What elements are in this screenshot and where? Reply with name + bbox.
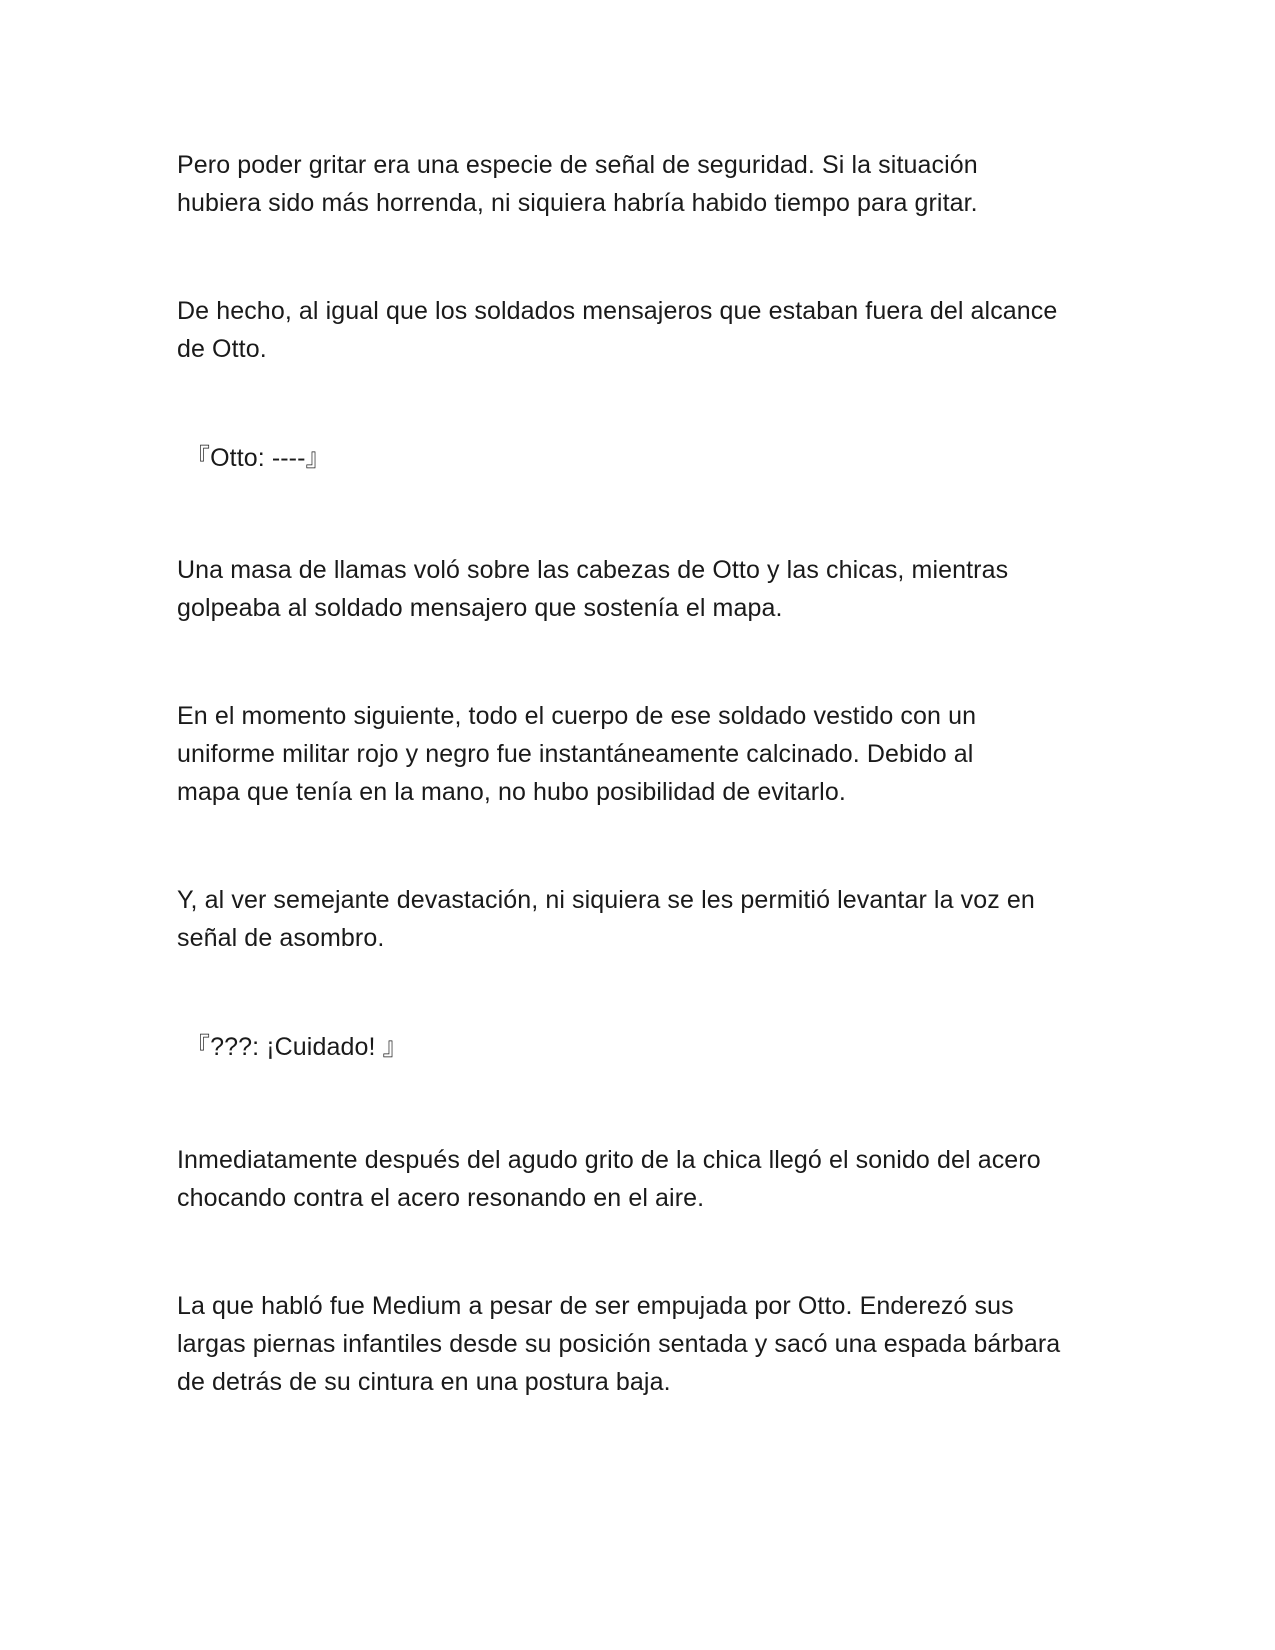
paragraph-line: largas piernas infantiles desde su posición sentada y sacó una espada bárbara <box>177 1330 1061 1358</box>
dialogue-line: 『Otto: ----』 <box>185 444 331 472</box>
paragraph-line: hubiera sido más horrenda, ni siquiera habría habido tiempo para gritar. <box>177 189 978 217</box>
paragraph-4 <box>177 551 1117 627</box>
paragraph-line: Una masa de llamas voló sobre las cabezas de Otto y las chicas, mientras <box>177 556 1009 584</box>
paragraph-line: de Otto. <box>177 335 267 363</box>
dialogue-unknown <box>185 1028 1125 1066</box>
paragraph-9 <box>177 1287 1117 1401</box>
paragraph-1 <box>177 146 1117 222</box>
paragraph-line: golpeaba al soldado mensajero que sostenía el mapa. <box>177 594 783 622</box>
paragraph-line: En el momento siguiente, todo el cuerpo de ese soldado vestido con un <box>177 702 977 730</box>
paragraph-line: de detrás de su cintura en una postura baja. <box>177 1368 671 1396</box>
paragraph-line: señal de asombro. <box>177 924 385 952</box>
paragraph-line: chocando contra el acero resonando en el aire. <box>177 1184 705 1212</box>
paragraph-line: Pero poder gritar era una especie de señal de seguridad. Si la situación <box>177 151 978 179</box>
paragraph-line: De hecho, al igual que los soldados mensajeros que estaban fuera del alcance <box>177 297 1058 325</box>
paragraph-line: La que habló fue Medium a pesar de ser empujada por Otto. Enderezó sus <box>177 1292 1014 1320</box>
paragraph-8 <box>177 1141 1117 1217</box>
paragraph-line: uniforme militar rojo y negro fue instantáneamente calcinado. Debido al <box>177 740 974 768</box>
paragraph-line: Y, al ver semejante devastación, ni siquiera se les permitió levantar la voz en <box>177 886 1035 914</box>
dialogue-otto <box>185 439 1125 477</box>
paragraph-5 <box>177 697 1117 811</box>
paragraph-line: mapa que tenía en la mano, no hubo posibilidad de evitarlo. <box>177 778 846 806</box>
paragraph-6 <box>177 881 1117 957</box>
dialogue-line: 『???: ¡Cuidado! 』 <box>185 1033 408 1061</box>
paragraph-2 <box>177 292 1117 368</box>
paragraph-line: Inmediatamente después del agudo grito de la chica llegó el sonido del acero <box>177 1146 1041 1174</box>
